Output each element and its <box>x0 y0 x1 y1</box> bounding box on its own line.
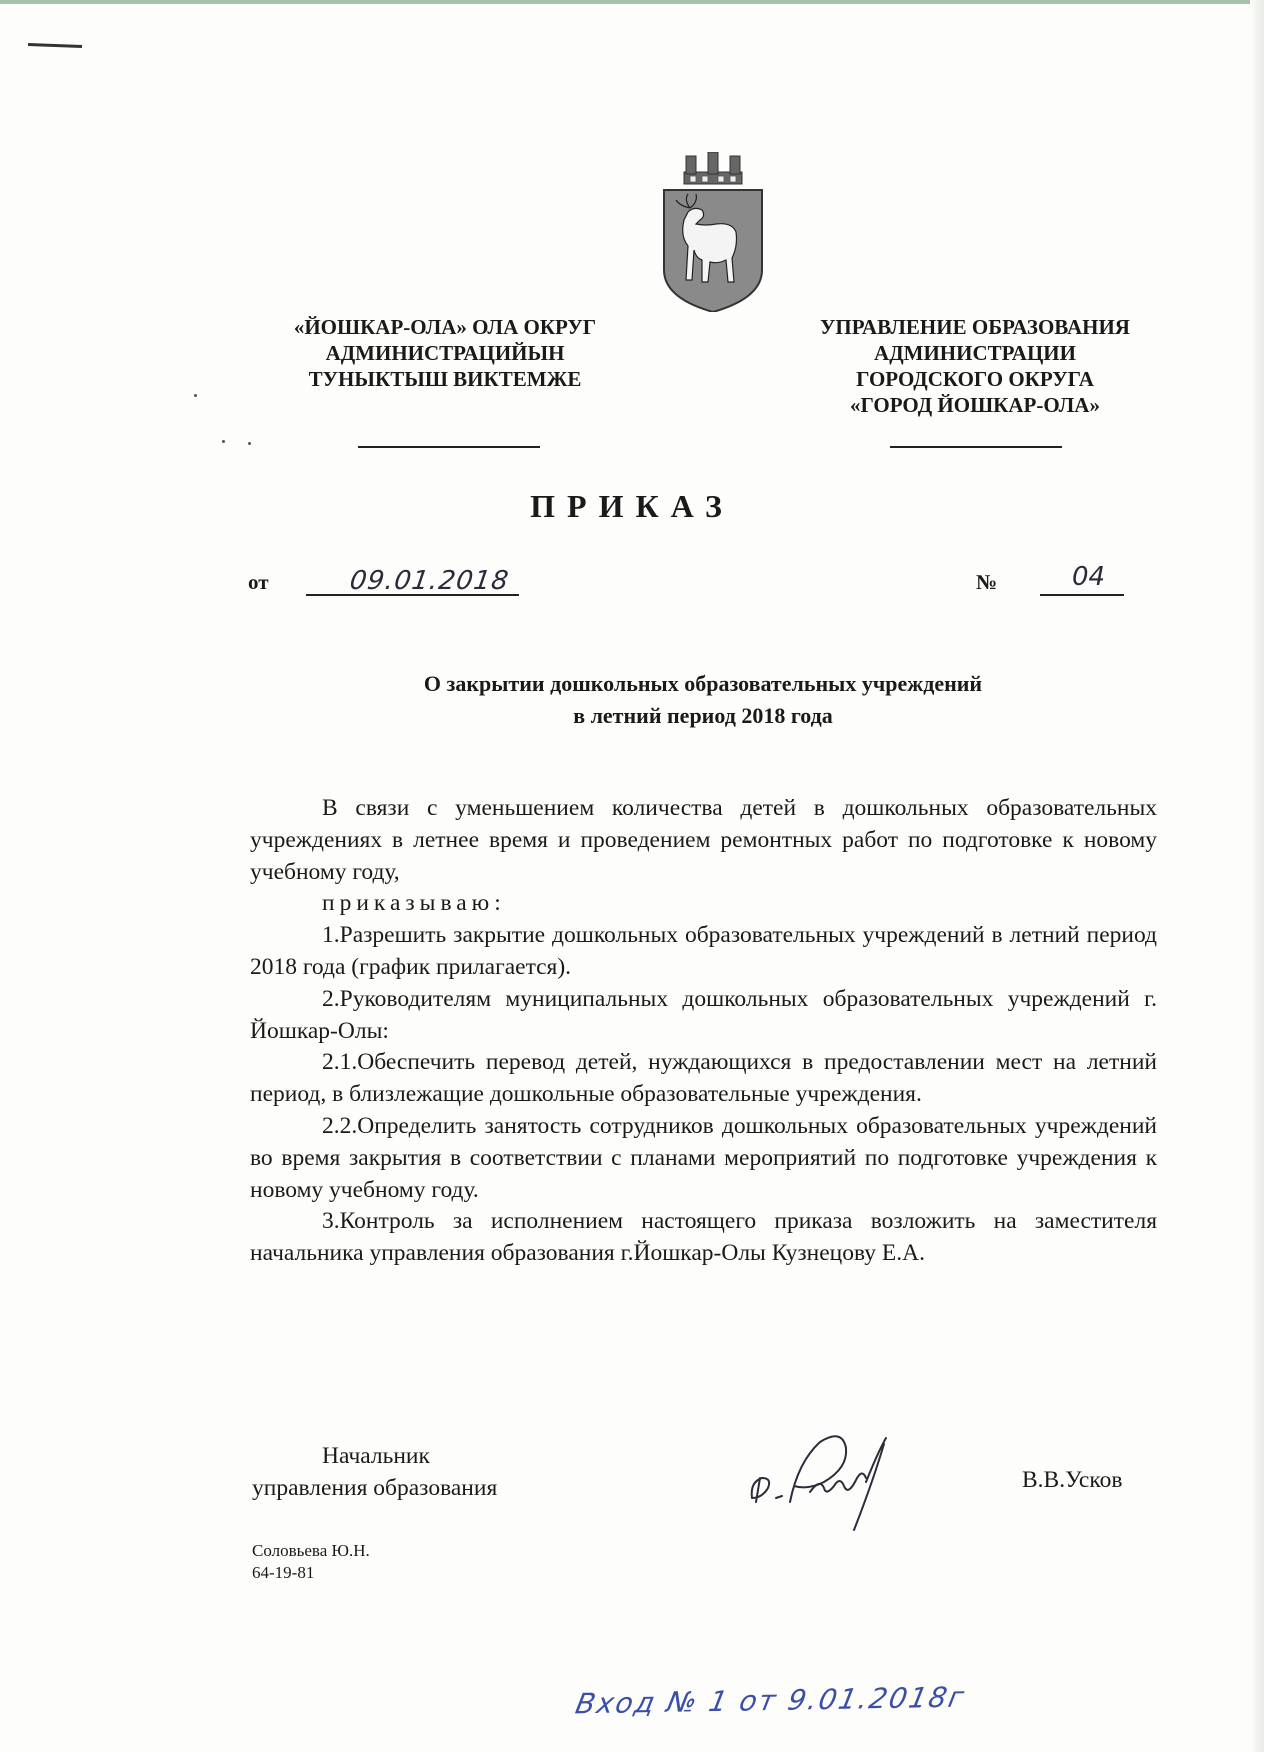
item-2-1: 2.1.Обеспечить перевод детей, нуждающихся в предоставлении мест на летний период, в близлежащие дошкольные образовательные учреждения. <box>250 1049 1157 1108</box>
order-word: приказываю: <box>322 890 506 917</box>
scan-mark <box>28 43 82 48</box>
scan-dot <box>248 442 251 445</box>
header-mari <box>250 314 640 392</box>
subject-line: в летний период 2018 года <box>573 703 833 728</box>
number-underline <box>1040 594 1124 596</box>
scan-edge-right <box>1250 0 1264 1752</box>
incoming-registration-note: Вход № 1 от 9.01.2018г <box>572 1680 969 1721</box>
date-label: от <box>248 570 269 594</box>
header-divider <box>358 446 540 448</box>
header-mari-line: «ЙОШКАР-ОЛА» ОЛА ОКРУГ <box>293 315 597 339</box>
scan-dot <box>194 394 197 397</box>
document-title: ПРИКАЗ <box>530 488 734 524</box>
scan-dot <box>222 440 225 443</box>
order-subject <box>0 668 1264 732</box>
signatory-name: В.В.Усков <box>1022 1467 1123 1493</box>
executor-info <box>252 1540 370 1584</box>
signatory-position <box>252 1440 497 1504</box>
subject-line: О закрытии дошкольных образовательных учреждений <box>423 671 983 696</box>
header-divider <box>890 446 1062 448</box>
header-mari-line: АДМИНИСТРАЦИЙЫН <box>325 341 565 365</box>
item-2-2: 2.2.Определить занятость сотрудников дошкольных образовательных учреждений во время закрытия в соответствии с планами мероприятий по подготовке учреждения к новому учебному году. <box>250 1112 1157 1203</box>
position-line: управления образования <box>252 1475 498 1501</box>
item-3: 3.Контроль за исполнением настоящего приказа возложить на заместителя начальника управления образования г.Йошкар-Олы Кузнецову Е.А. <box>250 1208 1157 1267</box>
executor-phone: 64-19-81 <box>252 1563 315 1582</box>
item-2: 2.Руководителям муниципальных дошкольных образовательных учреждений г. Йошкар-Олы: <box>250 985 1157 1044</box>
order-body <box>250 793 1157 1270</box>
position-line: Начальник <box>322 1443 430 1469</box>
executor-name: Соловьева Ю.Н. <box>252 1541 370 1560</box>
header-russian <box>780 314 1170 418</box>
header-russian-line: «ГОРОД ЙОШКАР-ОЛА» <box>850 393 1100 417</box>
coat-of-arms-icon <box>660 152 766 312</box>
scan-edge-top <box>0 0 1264 4</box>
handwritten-signature <box>746 1422 916 1532</box>
number-label: № <box>976 570 998 594</box>
order-date: 09.01.2018 <box>347 566 511 596</box>
header-mari-line: ТУНЫКТЫШ ВИКТЕМЖЕ <box>308 367 582 391</box>
order-number: 04 <box>1072 562 1106 592</box>
item-1: 1.Разрешить закрытие дошкольных образовательных учреждений в летний период 2018 года (график прилагается). <box>250 922 1157 980</box>
header-russian-line: ГОРОДСКОГО ОКРУГА <box>856 367 1094 391</box>
header-russian-line: АДМИНИСТРАЦИИ <box>874 341 1076 365</box>
header-russian-line: УПРАВЛЕНИЕ ОБРАЗОВАНИЯ <box>820 315 1130 339</box>
intro-paragraph: В связи с уменьшением количества детей в дошкольных образовательных учреждениях в летнее время и проведением ремонтных работ по подготовке к новому учебному году, <box>250 795 1157 885</box>
